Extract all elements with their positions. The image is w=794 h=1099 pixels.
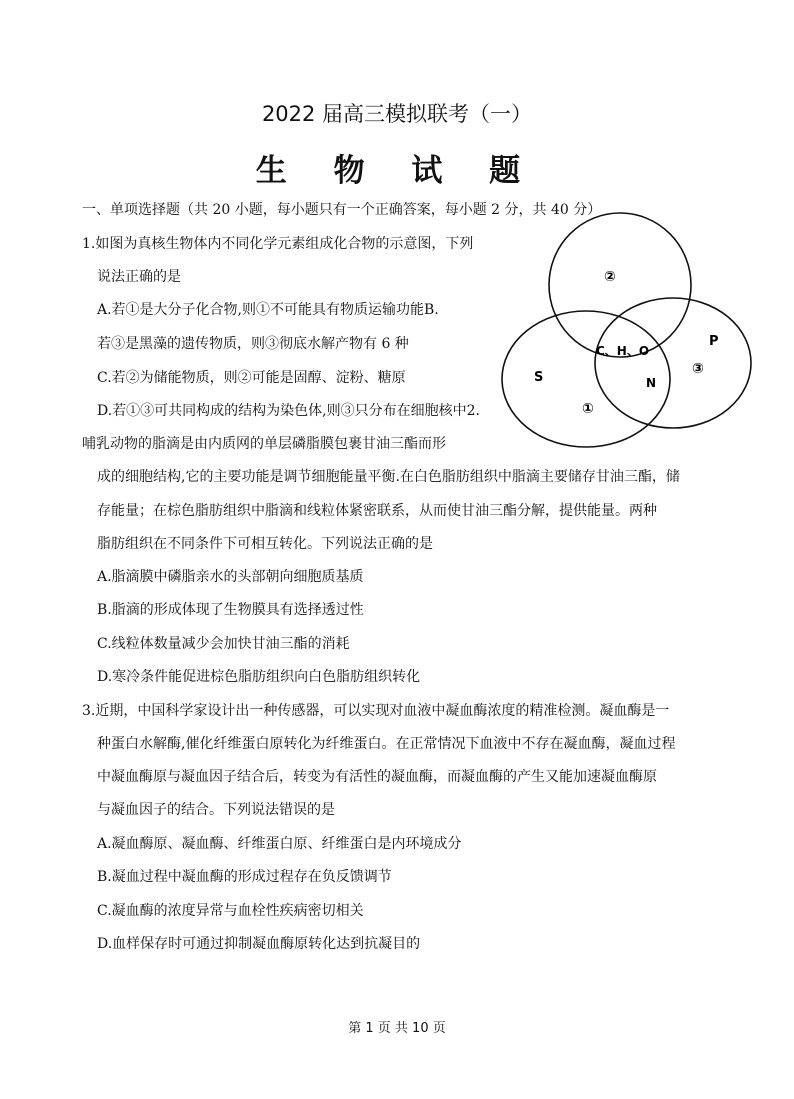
label-s: S xyxy=(534,370,544,385)
label-circle-2: ② xyxy=(604,269,616,285)
venn-diagram xyxy=(498,205,758,450)
label-n: N xyxy=(646,376,657,390)
q2-stem-line1: 哺乳动物的脂滴是由内质网的单层磷脂膜包裹甘油三酯而形 xyxy=(82,436,446,452)
subject-title: 生 物 试 题 xyxy=(255,153,539,189)
q2-stem-line3: 存能量；在棕色脂肪组织中脂滴和线粒体紧密联系，从而使甘油三酯分解，提供能量。两种 xyxy=(97,503,657,519)
exam-title: 2022 届高三模拟联考（一） xyxy=(261,102,533,126)
label-circle-1: ① xyxy=(582,401,594,417)
q3-stem-line2: 种蛋白水解酶,催化纤维蛋白原转化为纤维蛋白。在正常情况下血液中不存在凝血酶，凝血过程 xyxy=(97,736,676,752)
q3-option-c: C.凝血酶的浓度异常与血栓性疾病密切相关 xyxy=(97,903,364,919)
q2-stem-line4: 脂肪组织在不同条件下可相互转化。下列说法正确的是 xyxy=(97,536,433,552)
q2-stem-line2: 成的细胞结构,它的主要功能是调节细胞能量平衡.在白色脂肪组织中脂滴主要储存甘油三酯，储 xyxy=(97,469,680,485)
q1-option-c: C.若②为储能物质，则②可能是固醇、淀粉、糖原 xyxy=(97,370,406,386)
q3-stem-line4: 与凝血因子的结合。下列说法错误的是 xyxy=(97,802,335,818)
q2-option-a: A.脂滴膜中磷脂亲水的头部朝向细胞质基质 xyxy=(97,569,364,585)
q1-option-a: A.若①是大分子化合物,则①不可能具有物质运输功能B. xyxy=(97,302,439,318)
label-center: C、H、O xyxy=(596,344,650,358)
q3-option-d: D.血样保存时可通过抑制凝血酶原转化达到抗凝目的 xyxy=(97,936,421,952)
circle-1 xyxy=(502,311,670,447)
page-footer: 第 1 页 共 10 页 xyxy=(348,1021,446,1036)
q3-option-b: B.凝血过程中凝血酶的形成过程存在负反馈调节 xyxy=(97,869,392,885)
label-p: P xyxy=(709,334,719,349)
q1-stem-line1: 1.如图为真核生物体内不同化学元素组成化合物的示意图，下列 xyxy=(82,236,474,252)
q3-option-a: A.凝血酶原、凝血酶、纤维蛋白原、纤维蛋白是内环境成分 xyxy=(97,836,462,852)
q3-stem-line3: 中凝血酶原与凝血因子结合后，转变为有活性的凝血酶，而凝血酶的产生又能加速凝血酶原 xyxy=(97,769,657,785)
label-circle-3: ③ xyxy=(692,361,704,377)
q2-option-b: B.脂滴的形成体现了生物膜具有选择透过性 xyxy=(97,602,364,618)
q1-option-b: 若③是黑藻的遗传物质，则③彻底水解产物有 6 种 xyxy=(97,336,409,352)
section-heading: 一、单项选择题（共 20 小题，每小题只有一个正确答案，每小题 2 分，共 40 分） xyxy=(82,202,602,218)
circle-2 xyxy=(549,213,691,357)
q3-stem-line1: 3.近期，中国科学家设计出一种传感器，可以实现对血液中凝血酶浓度的精准检测。凝血酶是一 xyxy=(82,703,670,719)
q2-option-d: D.寒冷条件能促进棕色脂肪组织向白色脂肪组织转化 xyxy=(97,669,421,685)
q2-option-c: C.线粒体数量减少会加快甘油三酯的消耗 xyxy=(97,636,350,652)
q1-stem-line2: 说法正确的是 xyxy=(97,269,181,285)
circle-3 xyxy=(595,298,751,428)
q1-option-d: D.若①③可共同构成的结构为染色体,则③只分布在细胞核中2. xyxy=(97,403,480,419)
